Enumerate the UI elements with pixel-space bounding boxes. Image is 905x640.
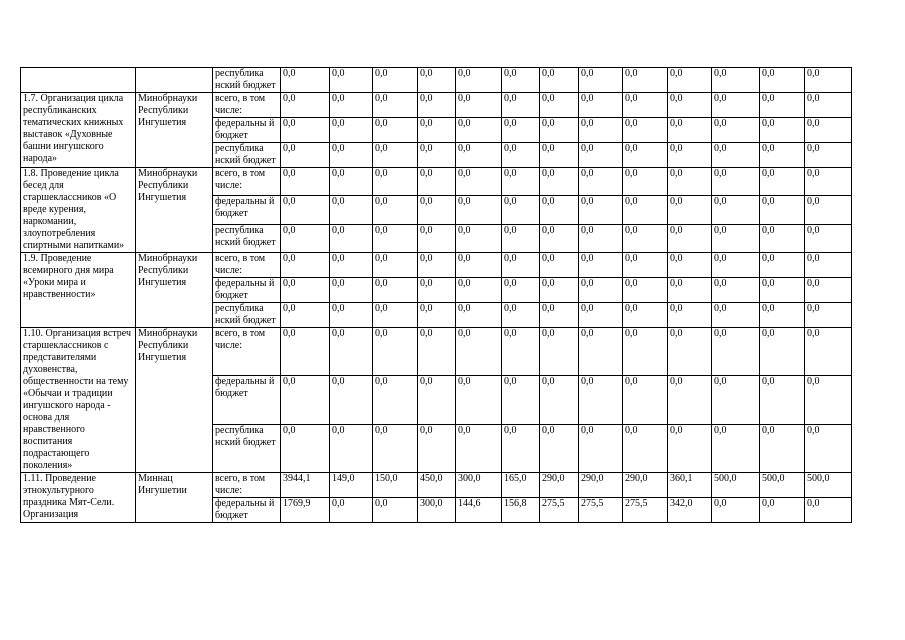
amount-cell: 0,0 <box>712 196 760 224</box>
amount-cell: 0,0 <box>668 143 712 168</box>
amount-cell: 0,0 <box>456 68 502 93</box>
amount-cell: 0,0 <box>281 376 330 424</box>
amount-cell: 0,0 <box>373 143 418 168</box>
amount-cell: 500,0 <box>760 473 805 498</box>
amount-cell: 0,0 <box>330 253 373 278</box>
amount-cell: 149,0 <box>330 473 373 498</box>
funding-source-cell: федеральны й бюджет <box>213 498 281 523</box>
funding-source-cell: республика нский бюджет <box>213 424 281 472</box>
amount-cell: 0,0 <box>281 278 330 303</box>
amount-cell: 0,0 <box>456 303 502 328</box>
amount-cell: 0,0 <box>502 168 540 196</box>
amount-cell: 0,0 <box>540 376 579 424</box>
amount-cell: 0,0 <box>623 328 668 376</box>
amount-cell: 0,0 <box>418 253 456 278</box>
table-row <box>21 328 852 376</box>
amount-cell: 0,0 <box>712 498 760 523</box>
amount-cell: 0,0 <box>456 143 502 168</box>
funding-source-cell: всего, в том числе: <box>213 168 281 196</box>
amount-cell: 0,0 <box>668 424 712 472</box>
amount-cell: 0,0 <box>579 68 623 93</box>
amount-cell: 0,0 <box>712 303 760 328</box>
amount-cell: 0,0 <box>760 498 805 523</box>
amount-cell: 0,0 <box>760 253 805 278</box>
amount-cell: 0,0 <box>502 424 540 472</box>
amount-cell: 0,0 <box>540 278 579 303</box>
amount-cell: 0,0 <box>805 376 852 424</box>
budget-table <box>20 67 852 523</box>
amount-cell: 0,0 <box>373 303 418 328</box>
amount-cell: 0,0 <box>330 68 373 93</box>
amount-cell: 0,0 <box>668 278 712 303</box>
amount-cell: 0,0 <box>668 303 712 328</box>
amount-cell: 0,0 <box>668 376 712 424</box>
amount-cell: 275,5 <box>540 498 579 523</box>
amount-cell: 275,5 <box>579 498 623 523</box>
responsible-agency-cell: Миннац Ингушетии <box>136 473 213 523</box>
amount-cell: 144,6 <box>456 498 502 523</box>
amount-cell: 0,0 <box>805 143 852 168</box>
amount-cell: 0,0 <box>760 168 805 196</box>
responsible-agency-cell: Минобрнауки Республики Ингушетия <box>136 168 213 253</box>
amount-cell: 0,0 <box>281 328 330 376</box>
activity-name-cell: 1.10. Организация встреч старшеклассников с представителями духовенства, общественности на тему «Обычаи и традиции ингушского народа - основа для нравственного воспитания подрастающего поколения» <box>21 328 136 473</box>
amount-cell: 156,8 <box>502 498 540 523</box>
amount-cell: 0,0 <box>623 424 668 472</box>
amount-cell: 0,0 <box>502 143 540 168</box>
amount-cell: 0,0 <box>579 143 623 168</box>
amount-cell: 300,0 <box>456 473 502 498</box>
funding-source-cell: федеральны й бюджет <box>213 278 281 303</box>
amount-cell: 0,0 <box>456 196 502 224</box>
amount-cell: 0,0 <box>373 93 418 118</box>
amount-cell: 0,0 <box>418 68 456 93</box>
amount-cell: 0,0 <box>623 303 668 328</box>
amount-cell: 0,0 <box>502 303 540 328</box>
amount-cell: 0,0 <box>373 253 418 278</box>
amount-cell: 0,0 <box>373 376 418 424</box>
amount-cell: 0,0 <box>281 303 330 328</box>
table-row <box>21 93 852 118</box>
amount-cell: 0,0 <box>330 498 373 523</box>
amount-cell: 0,0 <box>712 68 760 93</box>
amount-cell: 0,0 <box>668 93 712 118</box>
table-row <box>21 473 852 498</box>
amount-cell: 0,0 <box>330 376 373 424</box>
amount-cell: 0,0 <box>330 278 373 303</box>
amount-cell: 0,0 <box>623 168 668 196</box>
amount-cell: 0,0 <box>712 278 760 303</box>
amount-cell: 360,1 <box>668 473 712 498</box>
amount-cell: 0,0 <box>760 68 805 93</box>
funding-source-cell: республика нский бюджет <box>213 68 281 93</box>
amount-cell: 0,0 <box>540 68 579 93</box>
amount-cell: 500,0 <box>805 473 852 498</box>
amount-cell: 0,0 <box>540 328 579 376</box>
amount-cell: 0,0 <box>623 196 668 224</box>
amount-cell: 0,0 <box>760 118 805 143</box>
amount-cell: 0,0 <box>456 424 502 472</box>
amount-cell: 1769,9 <box>281 498 330 523</box>
amount-cell: 0,0 <box>579 278 623 303</box>
amount-cell: 0,0 <box>281 68 330 93</box>
amount-cell: 0,0 <box>579 168 623 196</box>
amount-cell: 0,0 <box>760 424 805 472</box>
amount-cell: 0,0 <box>502 328 540 376</box>
amount-cell: 0,0 <box>760 328 805 376</box>
amount-cell: 0,0 <box>668 328 712 376</box>
amount-cell: 0,0 <box>579 93 623 118</box>
amount-cell: 0,0 <box>579 424 623 472</box>
amount-cell: 0,0 <box>418 303 456 328</box>
table-body <box>21 68 852 523</box>
table-row <box>21 253 852 278</box>
amount-cell: 0,0 <box>418 93 456 118</box>
amount-cell: 0,0 <box>805 303 852 328</box>
amount-cell: 0,0 <box>456 376 502 424</box>
amount-cell: 0,0 <box>330 118 373 143</box>
amount-cell: 0,0 <box>668 168 712 196</box>
amount-cell: 0,0 <box>418 328 456 376</box>
amount-cell: 0,0 <box>540 424 579 472</box>
amount-cell: 0,0 <box>540 303 579 328</box>
funding-source-cell: республика нский бюджет <box>213 303 281 328</box>
amount-cell: 0,0 <box>668 196 712 224</box>
amount-cell: 0,0 <box>760 93 805 118</box>
amount-cell: 0,0 <box>281 168 330 196</box>
amount-cell: 0,0 <box>373 498 418 523</box>
amount-cell: 0,0 <box>623 224 668 252</box>
amount-cell: 0,0 <box>712 143 760 168</box>
amount-cell: 0,0 <box>623 143 668 168</box>
funding-source-cell: федеральны й бюджет <box>213 118 281 143</box>
amount-cell: 0,0 <box>373 224 418 252</box>
amount-cell: 0,0 <box>805 118 852 143</box>
activity-name-cell: 1.9. Проведение всемирного дня мира «Уроки мира и нравственности» <box>21 253 136 328</box>
amount-cell: 0,0 <box>668 253 712 278</box>
amount-cell: 0,0 <box>805 68 852 93</box>
amount-cell: 0,0 <box>579 224 623 252</box>
amount-cell: 0,0 <box>456 253 502 278</box>
amount-cell: 0,0 <box>579 118 623 143</box>
amount-cell: 0,0 <box>330 328 373 376</box>
amount-cell: 290,0 <box>623 473 668 498</box>
amount-cell: 0,0 <box>540 224 579 252</box>
amount-cell: 0,0 <box>281 143 330 168</box>
amount-cell: 0,0 <box>502 68 540 93</box>
amount-cell: 0,0 <box>330 424 373 472</box>
amount-cell: 0,0 <box>373 168 418 196</box>
amount-cell: 0,0 <box>540 253 579 278</box>
funding-source-cell: всего, в том числе: <box>213 473 281 498</box>
amount-cell: 0,0 <box>623 68 668 93</box>
amount-cell: 0,0 <box>540 93 579 118</box>
amount-cell: 0,0 <box>456 118 502 143</box>
amount-cell: 0,0 <box>281 224 330 252</box>
amount-cell: 0,0 <box>373 328 418 376</box>
amount-cell: 450,0 <box>418 473 456 498</box>
amount-cell: 275,5 <box>623 498 668 523</box>
amount-cell: 0,0 <box>540 196 579 224</box>
amount-cell: 0,0 <box>281 93 330 118</box>
amount-cell: 0,0 <box>540 118 579 143</box>
amount-cell: 0,0 <box>623 253 668 278</box>
amount-cell: 0,0 <box>760 224 805 252</box>
amount-cell: 0,0 <box>579 196 623 224</box>
amount-cell: 0,0 <box>418 168 456 196</box>
activity-name-cell: 1.11. Проведение этнокультурного праздника Мят-Сели. Организация <box>21 473 136 523</box>
responsible-agency-cell: Минобрнауки Республики Ингушетия <box>136 328 213 473</box>
amount-cell: 0,0 <box>579 328 623 376</box>
amount-cell: 0,0 <box>579 253 623 278</box>
funding-source-cell: федеральны й бюджет <box>213 196 281 224</box>
amount-cell: 0,0 <box>418 424 456 472</box>
table-row <box>21 68 852 93</box>
amount-cell: 0,0 <box>456 93 502 118</box>
amount-cell: 0,0 <box>456 224 502 252</box>
amount-cell: 0,0 <box>502 93 540 118</box>
amount-cell: 0,0 <box>805 196 852 224</box>
amount-cell: 0,0 <box>760 143 805 168</box>
amount-cell: 0,0 <box>281 253 330 278</box>
amount-cell: 0,0 <box>712 424 760 472</box>
amount-cell: 0,0 <box>805 224 852 252</box>
amount-cell: 342,0 <box>668 498 712 523</box>
amount-cell: 0,0 <box>540 143 579 168</box>
amount-cell: 0,0 <box>623 93 668 118</box>
amount-cell: 0,0 <box>805 168 852 196</box>
amount-cell: 150,0 <box>373 473 418 498</box>
amount-cell: 0,0 <box>712 253 760 278</box>
amount-cell: 0,0 <box>330 303 373 328</box>
amount-cell: 0,0 <box>540 168 579 196</box>
amount-cell: 0,0 <box>418 196 456 224</box>
amount-cell: 0,0 <box>502 253 540 278</box>
amount-cell: 0,0 <box>712 93 760 118</box>
responsible-agency-cell: Минобрнауки Республики Ингушетия <box>136 93 213 168</box>
amount-cell: 0,0 <box>668 118 712 143</box>
funding-source-cell: республика нский бюджет <box>213 143 281 168</box>
amount-cell: 300,0 <box>418 498 456 523</box>
amount-cell: 0,0 <box>502 376 540 424</box>
amount-cell: 0,0 <box>418 143 456 168</box>
amount-cell: 0,0 <box>805 498 852 523</box>
amount-cell: 0,0 <box>330 168 373 196</box>
amount-cell: 0,0 <box>418 118 456 143</box>
amount-cell: 0,0 <box>373 196 418 224</box>
amount-cell: 0,0 <box>760 376 805 424</box>
amount-cell: 0,0 <box>330 224 373 252</box>
funding-source-cell: всего, в том числе: <box>213 253 281 278</box>
amount-cell: 3944,1 <box>281 473 330 498</box>
activity-name-cell: 1.8. Проведение цикла бесед для старшеклассников «О вреде курения, наркомании, злоупотребления спиртными напитками» <box>21 168 136 253</box>
amount-cell: 165,0 <box>502 473 540 498</box>
amount-cell: 0,0 <box>281 196 330 224</box>
amount-cell: 0,0 <box>668 68 712 93</box>
amount-cell: 0,0 <box>805 93 852 118</box>
amount-cell: 0,0 <box>418 376 456 424</box>
amount-cell: 0,0 <box>623 376 668 424</box>
responsible-agency-cell <box>136 68 213 93</box>
amount-cell: 0,0 <box>373 68 418 93</box>
table-row <box>21 168 852 196</box>
funding-source-cell: федеральны й бюджет <box>213 376 281 424</box>
amount-cell: 290,0 <box>540 473 579 498</box>
amount-cell: 500,0 <box>712 473 760 498</box>
amount-cell: 0,0 <box>373 424 418 472</box>
amount-cell: 0,0 <box>579 303 623 328</box>
amount-cell: 0,0 <box>760 278 805 303</box>
amount-cell: 0,0 <box>712 118 760 143</box>
amount-cell: 0,0 <box>623 278 668 303</box>
amount-cell: 0,0 <box>330 93 373 118</box>
amount-cell: 0,0 <box>760 196 805 224</box>
amount-cell: 0,0 <box>502 278 540 303</box>
amount-cell: 0,0 <box>805 424 852 472</box>
amount-cell: 0,0 <box>373 278 418 303</box>
amount-cell: 0,0 <box>805 328 852 376</box>
amount-cell: 0,0 <box>330 196 373 224</box>
amount-cell: 0,0 <box>456 328 502 376</box>
amount-cell: 0,0 <box>456 278 502 303</box>
amount-cell: 0,0 <box>712 168 760 196</box>
amount-cell: 0,0 <box>502 196 540 224</box>
activity-name-cell <box>21 68 136 93</box>
amount-cell: 0,0 <box>579 376 623 424</box>
amount-cell: 0,0 <box>373 118 418 143</box>
amount-cell: 0,0 <box>712 224 760 252</box>
amount-cell: 0,0 <box>712 376 760 424</box>
activity-name-cell: 1.7. Организация цикла республиканских тематических книжных выставок «Духовные башни ингушского народа» <box>21 93 136 168</box>
amount-cell: 0,0 <box>668 224 712 252</box>
amount-cell: 0,0 <box>502 118 540 143</box>
amount-cell: 0,0 <box>805 253 852 278</box>
responsible-agency-cell: Минобрнауки Республики Ингушетия <box>136 253 213 328</box>
amount-cell: 0,0 <box>502 224 540 252</box>
amount-cell: 0,0 <box>418 224 456 252</box>
amount-cell: 0,0 <box>805 278 852 303</box>
amount-cell: 0,0 <box>456 168 502 196</box>
amount-cell: 0,0 <box>760 303 805 328</box>
amount-cell: 0,0 <box>623 118 668 143</box>
funding-source-cell: всего, в том числе: <box>213 328 281 376</box>
funding-source-cell: всего, в том числе: <box>213 93 281 118</box>
amount-cell: 0,0 <box>330 143 373 168</box>
amount-cell: 0,0 <box>712 328 760 376</box>
amount-cell: 0,0 <box>281 118 330 143</box>
amount-cell: 290,0 <box>579 473 623 498</box>
funding-source-cell: республика нский бюджет <box>213 224 281 252</box>
amount-cell: 0,0 <box>281 424 330 472</box>
amount-cell: 0,0 <box>418 278 456 303</box>
